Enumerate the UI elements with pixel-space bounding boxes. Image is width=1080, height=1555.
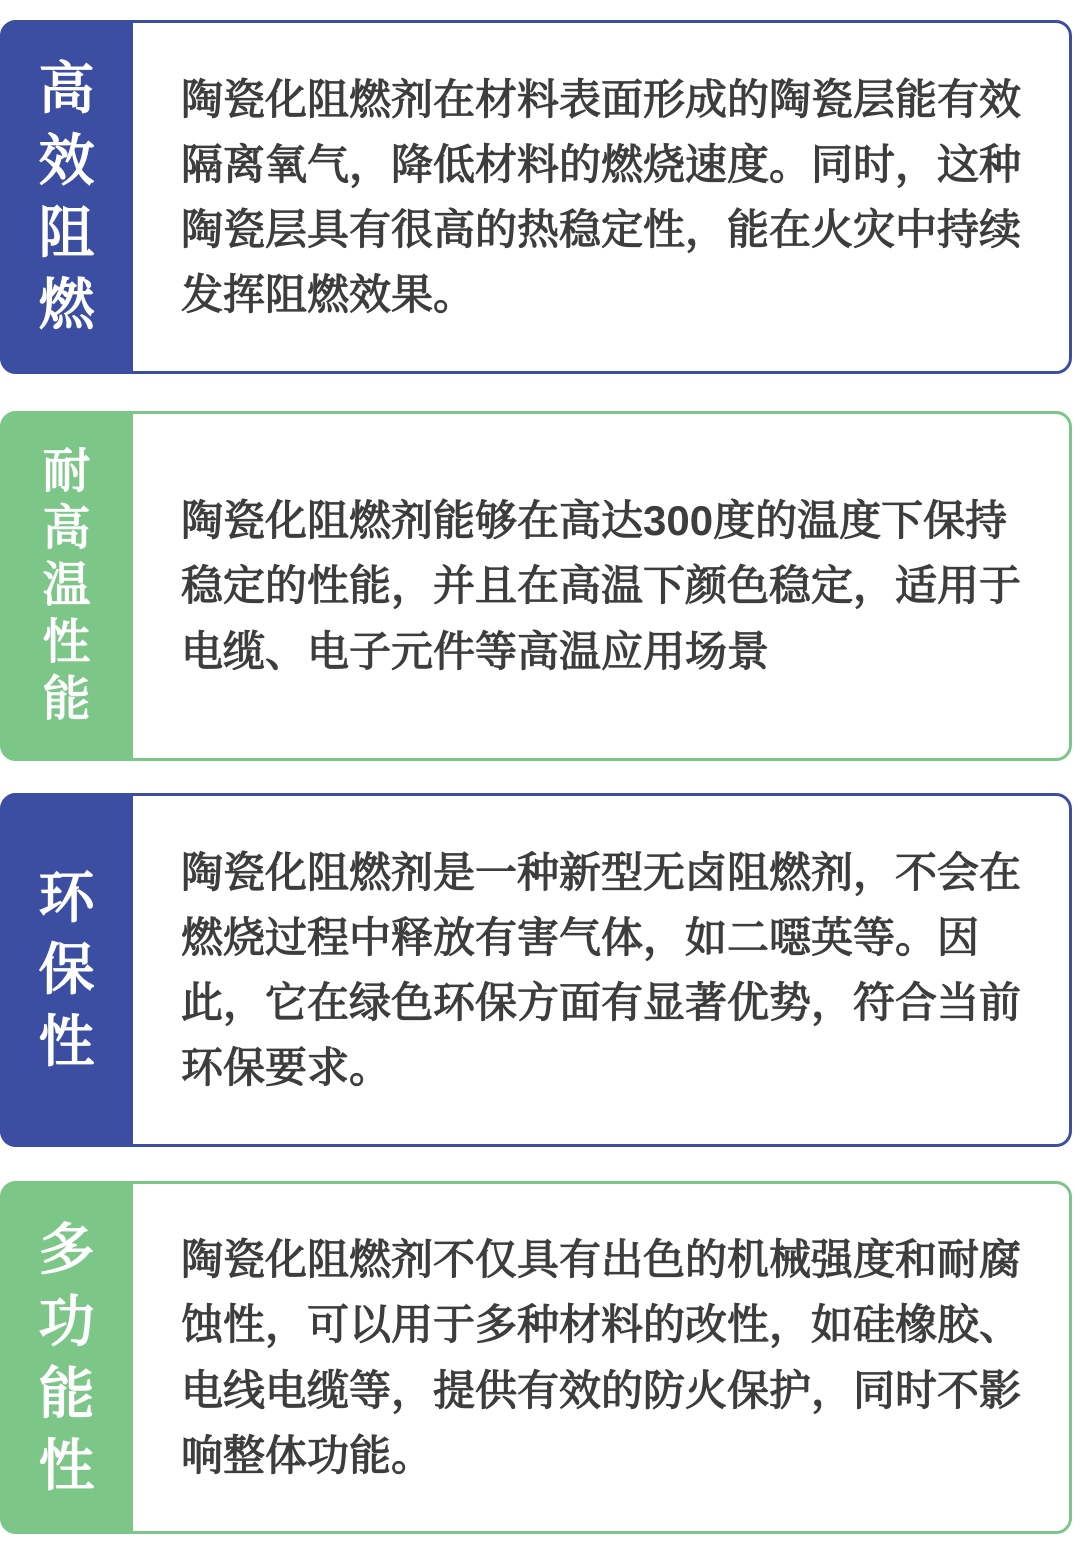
section-label-char: 阻 <box>38 201 95 264</box>
section-body-text: 陶瓷化阻燃剂是一种新型无卤阻燃剂，不会在燃烧过程中释放有害气体，如二噁英等。因此，它在绿色环保方面有显著优势，符合当前环保要求。 <box>181 848 1022 1092</box>
section-label-ribbon <box>0 411 133 761</box>
feature-card-multifunctionality <box>0 1181 1072 1534</box>
section-body-text: 陶瓷化阻燃剂不仅具有出色的机械强度和耐腐蚀性，可以用于多种材料的改性，如硅橡胶、电线电缆等，提供有效的防火保护，同时不影响整体功能。 <box>181 1236 1022 1479</box>
section-label-char: 能 <box>42 673 91 726</box>
section-label-char: 性 <box>42 616 91 669</box>
section-label-char: 耐 <box>42 445 91 498</box>
section-content <box>133 414 1069 758</box>
section-label-ribbon <box>0 793 133 1147</box>
section-label-ribbon <box>0 20 133 374</box>
section-label-ribbon <box>0 1181 133 1534</box>
section-body-text: 陶瓷化阻燃剂在材料表面形成的陶瓷层能有效隔离氧气，降低材料的燃烧速度。同时，这种陶瓷层具有很高的热稳定性，能在火灾中持续发挥阻燃效果。 <box>181 75 1022 319</box>
section-content <box>133 23 1069 371</box>
section-body-text: 陶瓷化阻燃剂能够在高达300度的温度下保持稳定的性能，并且在高温下颜色稳定，适用于电缆、电子元件等高温应用场景 <box>181 497 1022 675</box>
section-content <box>133 1184 1069 1531</box>
section-label-char: 保 <box>38 938 95 1001</box>
feature-card-high-efficiency-flame-retardant <box>0 20 1072 374</box>
feature-card-environmental-friendliness <box>0 793 1072 1147</box>
section-label-char: 环 <box>38 866 95 929</box>
section-label-char: 高 <box>38 57 95 120</box>
section-label-char: 高 <box>42 502 91 555</box>
section-label-char: 能 <box>38 1361 95 1425</box>
section-content <box>133 796 1069 1144</box>
section-label-char: 效 <box>38 129 95 192</box>
section-label-char: 性 <box>38 1433 95 1497</box>
section-label-char: 性 <box>38 1010 95 1073</box>
section-label-char: 功 <box>38 1289 95 1353</box>
section-label-char: 温 <box>42 559 91 612</box>
feature-card-high-temperature-resistance <box>0 411 1072 761</box>
section-label-char: 多 <box>38 1217 95 1281</box>
section-label-char: 燃 <box>38 273 95 336</box>
